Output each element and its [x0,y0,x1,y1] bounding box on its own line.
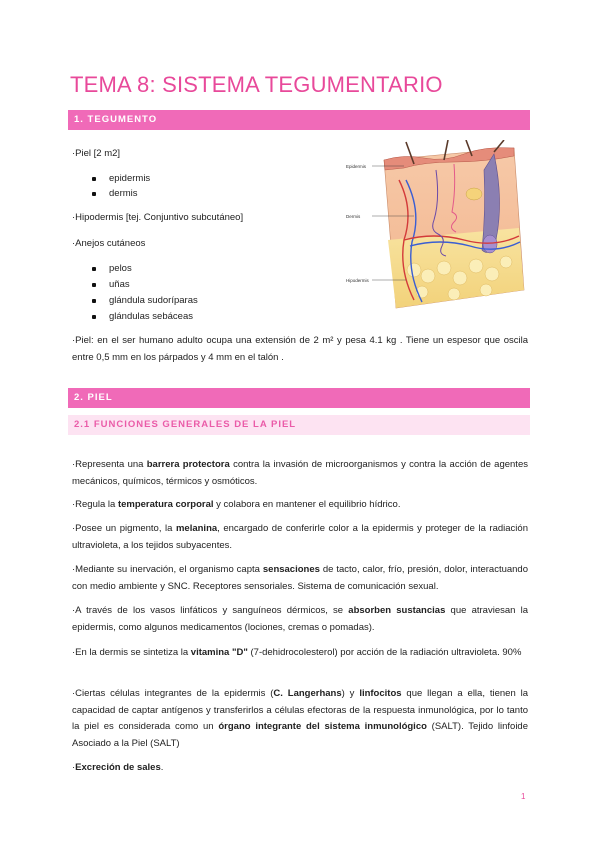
paragraph-funcion-4: ·Mediante su inervación, el organismo capta sensaciones de tacto, calor, frío, presión, dolor, interactuando con medio ambiente y SNC. Receptores sensoriales. Sistema de comunicación sexual. [72,564,528,592]
paragraph-celulas-inmunes: ·Ciertas células integrantes de la epidermis (C. Langerhans) y linfocitos que llegan a ella, tienen la capacidad de captar antígenos y transferirlos a células efectoras de la respuesta inmunológica, por lo tanto la piel es considerada como un órgano integrante del sistema inmunológico (SALT). Tejido linfoide Asociado a la Piel (SALT) [72,688,528,749]
page-title: TEMA 8: SISTEMA TEGUMENTARIO [70,72,443,97]
paragraph-funcion-3: ·Posee un pigmento, la melanina, encargado de conferirle color a la epidermis y proteger de la radiación ultravioleta, a los tejidos subyacentes. [72,523,528,551]
paragraph-anejos: ·Anejos cutáneos [72,238,146,249]
paragraph-funcion-1: ·Representa una barrera protectora contra la invasión de microorganismos y contra la acción de agentes mecánicos, químicos, térmicos y osmóticos. [72,459,528,487]
list-item [92,172,150,186]
label-hipodermis: Hipodermis [346,278,369,283]
list-item-label: pelos [109,263,132,274]
paragraph-funcion-6: ·En la dermis se sintetiza la vitamina "D" (7-dehidrocolesterol) por acción de la radiación ultravioleta. 90% [72,647,522,658]
skin-cross-section-illustration [344,140,530,316]
list-item-label: glándulas sebáceas [109,311,193,322]
paragraph-funcion-5: ·A través de los vasos linfáticos y sanguíneos dérmicos, se absorben sustancias que atraviesan la epidermis, como algunos medicamentos (lociones, cremas o pomadas). [72,605,528,633]
list-item [92,187,138,201]
page-number: 1 [521,792,526,801]
list-item-label: epidermis [109,173,151,184]
section-heading-tegumento: 1. TEGUMENTO [68,110,530,130]
list-item [92,278,130,292]
paragraph-piel: ·Piel [2 m2] [72,148,121,159]
paragraph-piel-descripcion: ·Piel: en el ser humano adulto ocupa una extensión de 2 m² y pesa 4.1 kg . Tiene un espesor que oscila entre 0,5 mm en los párpados y 4 mm en el talón . [72,335,528,363]
list-item [92,262,132,276]
list-item-label: glándula sudoríparas [109,295,198,306]
list-item-label: dermis [109,188,138,199]
list-item [92,294,198,308]
section-heading-piel: 2. PIEL [68,388,530,408]
paragraph-funcion-2: ·Regula la temperatura corporal y colabora en mantener el equilibrio hídrico. [72,499,401,510]
list-item-label: uñas [109,279,130,290]
label-dermis: Dermis [346,214,361,219]
paragraph-excrecion: ·Excreción de sales. [72,762,164,773]
paragraph-hipodermis: ·Hipodermis [tej. Conjuntivo subcutáneo] [72,212,244,223]
label-epidermis: Epidermis [346,164,367,169]
list-item [92,310,193,324]
subsection-heading-funciones: 2.1 FUNCIONES GENERALES DE LA PIEL [68,415,530,435]
